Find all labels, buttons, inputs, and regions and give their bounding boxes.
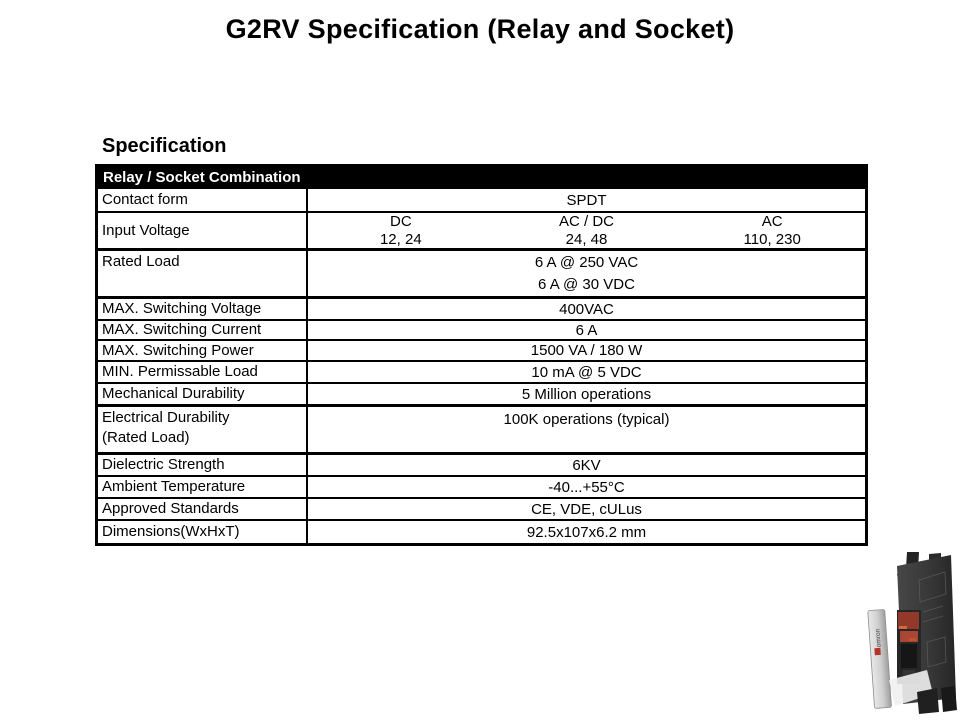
label-line1: Electrical Durability: [102, 409, 230, 426]
table-row-rated-load: [98, 251, 865, 299]
table-row-min-permissable-load: [98, 362, 865, 384]
row-label: Approved Standards: [98, 499, 308, 519]
voltage-values: 12, 24: [379, 230, 422, 248]
row-label: MAX. Switching Power: [98, 341, 308, 360]
table-row-contact-form: [98, 189, 865, 213]
row-label: [98, 407, 308, 452]
table-row-dimensions: [98, 521, 865, 543]
table-row-approved-standards: [98, 499, 865, 521]
relay-module: [868, 609, 892, 708]
table-row-input-voltage: [98, 213, 865, 251]
section-heading: Specification: [102, 135, 227, 157]
voltage-type: DC: [390, 212, 412, 230]
row-label: Contact form: [98, 189, 308, 211]
row-value: 5 Million operations: [521, 385, 652, 403]
voltage-acdc: [494, 213, 680, 249]
table-row-electrical-durability: [98, 407, 865, 455]
row-value: 100K operations (typical): [503, 411, 670, 428]
product-photo-relay-socket: [857, 552, 960, 714]
row-value: SPDT: [566, 191, 607, 209]
row-value: 92.5x107x6.2 mm: [526, 523, 647, 541]
voltage-values: 24, 48: [565, 230, 608, 248]
brand-label: omron: [874, 628, 883, 648]
page-title: G2RV Specification (Relay and Socket): [225, 14, 735, 44]
table-row-max-switching-current: [98, 321, 865, 341]
label-line2: (Rated Load): [102, 429, 190, 446]
row-value: -40...+55°C: [548, 478, 625, 496]
row-label: MIN. Permissable Load: [98, 362, 308, 382]
row-label: MAX. Switching Voltage: [98, 299, 308, 319]
row-value: 400VAC: [559, 300, 614, 318]
row-label: MAX. Switching Current: [98, 321, 308, 339]
row-value: CE, VDE, cULus: [531, 500, 642, 518]
table-row-ambient-temperature: [98, 477, 865, 499]
row-label: Dimensions(WxHxT): [98, 521, 308, 543]
row-value: 6 A: [575, 321, 598, 339]
row-value: 10 mA @ 5 VDC: [531, 363, 642, 381]
row-value: [308, 213, 865, 248]
rated-load-line1: 6 A @ 250 VAC: [534, 254, 639, 272]
voltage-type: AC / DC: [559, 212, 615, 230]
spec-table: [95, 164, 868, 546]
table-row-dielectric-strength: [98, 455, 865, 477]
row-value: 1500 VA / 180 W: [530, 342, 643, 359]
table-header-bar: Relay / Socket Combination: [98, 167, 865, 189]
table-row-mechanical-durability: [98, 384, 865, 407]
voltage-subcolumns: [308, 213, 865, 248]
voltage-type: AC: [761, 212, 783, 230]
row-label: Dielectric Strength: [98, 455, 308, 475]
row-label: Input Voltage: [98, 213, 308, 248]
row-value: 6KV: [572, 456, 601, 474]
row-label: Rated Load: [98, 251, 308, 296]
row-value: [308, 251, 865, 296]
voltage-values: 110, 230: [743, 230, 801, 248]
voltage-dc: [308, 213, 494, 249]
table-row-max-switching-power: [98, 341, 865, 362]
row-label: Ambient Temperature: [98, 477, 308, 497]
rated-load-line2: 6 A @ 30 VDC: [538, 275, 635, 293]
table-row-max-switching-voltage: [98, 299, 865, 321]
row-label: Mechanical Durability: [98, 384, 308, 404]
voltage-ac: [679, 213, 865, 249]
